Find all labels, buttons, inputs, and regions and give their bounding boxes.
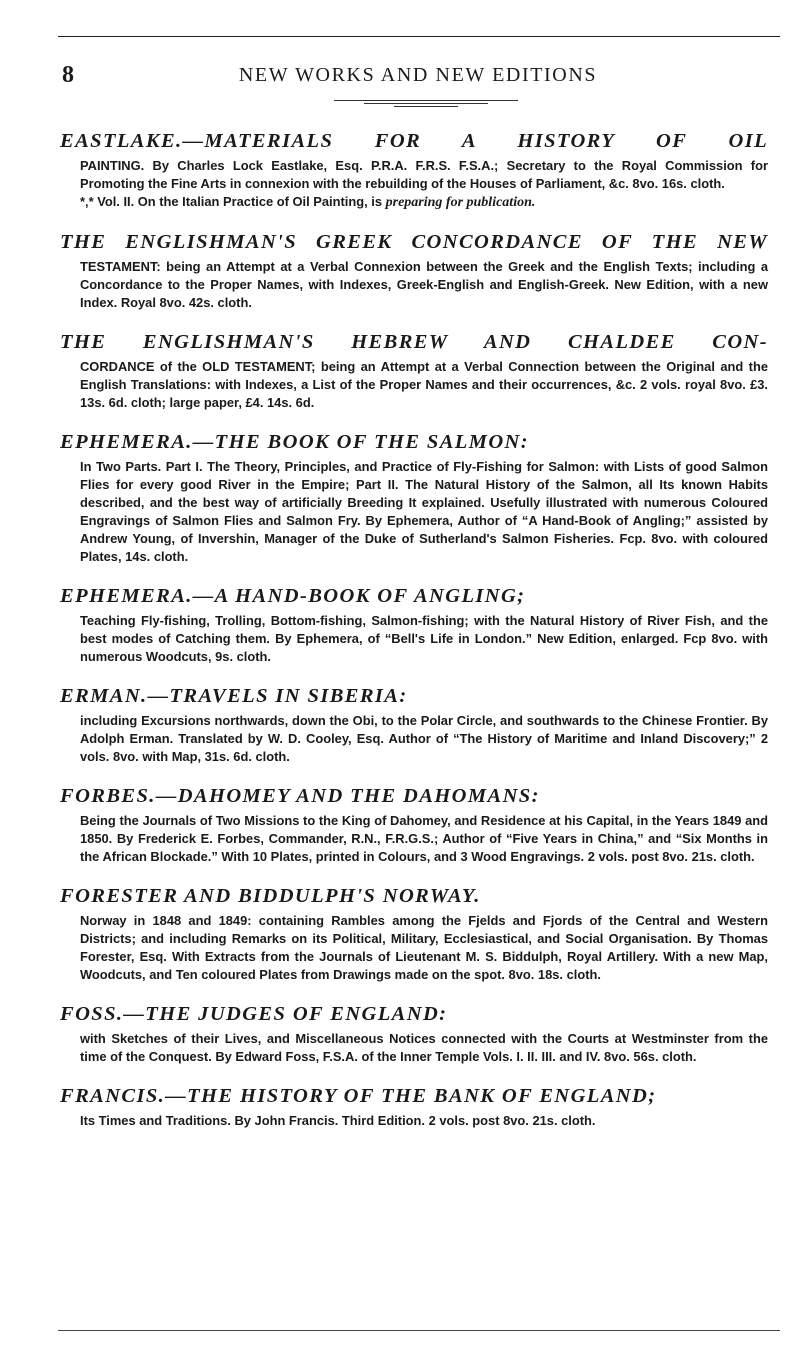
entry-body: Teaching Fly-fishing, Trolling, Bottom-fishing, Salmon-fishing; with the Natural History of River Fish, and the best modes of Catching them. By Ephemera, of “Bell's Life in London.” New Edition, enlarged. Fcp 8vo. with numerous Woodcuts, 9s. cloth.	[80, 613, 768, 664]
catalogue-entry	[62, 583, 768, 666]
catalogue-entry	[62, 128, 768, 212]
note-italic: preparing for publication.	[385, 195, 536, 210]
page-number: 8	[62, 62, 74, 88]
entry-title: ERMAN.—TRAVELS IN SIBERIA:	[60, 685, 408, 707]
catalogue-entries	[62, 128, 768, 1147]
catalogue-entry	[62, 429, 768, 566]
entry-title: FORBES.—DAHOMEY AND THE DAHOMANS:	[60, 785, 540, 807]
entry-body: Being the Journals of Two Missions to the King of Dahomey, and Residence at his Capital, in the Years 1849 and 1850. By Frederick E. Forbes, Commander, R.N., F.R.G.S.; Author of “Five Years in China,” and “Six Months in the African Blockade.” With 10 Plates, printed in Colours, and 3 Wood Engravings. 2 vols. post 8vo. 21s. cloth.	[80, 813, 768, 864]
entry-body: Its Times and Traditions. By John Francis. Third Edition. 2 vols. post 8vo. 21s. cloth.	[80, 1113, 596, 1128]
page-header	[62, 62, 774, 92]
entry-title: EPHEMERA.—A HAND-BOOK OF ANGLING;	[60, 585, 526, 607]
entry-body: TESTAMENT: being an Attempt at a Verbal Connexion between the Greek and the English Texts; including a Concordance to the Proper Names, with Indexes, Greek-English and English-Greek. New Edition, with a new Index. Royal 8vo. 42s. cloth.	[80, 259, 768, 310]
catalogue-entry	[62, 683, 768, 766]
catalogue-entry	[62, 329, 768, 412]
catalogue-entry	[62, 1083, 768, 1130]
entry-body: In Two Parts. Part I. The Theory, Principles, and Practice of Fly-Fishing for Salmon: with Lists of good Salmon Flies for every good River in the Empire; Part II. The Natural History of the Salmon, all Its known Habits described, and the best way of artificially Breeding It explained. Usefully illustrated with numerous Coloured Engravings of Salmon Flies and Salmon Fry. By Ephemera, Author of “A Hand-Book of Angling;” assisted by Andrew Young, of Invershin, Manager of the Duke of Sutherland's Salmon Fisheries. Fcp. 8vo. with coloured Plates, 14s. cloth.	[80, 459, 768, 564]
entry-body: including Excursions northwards, down the Obi, to the Polar Circle, and southwards to the Chinese Frontier. By Adolph Erman. Translated by W. D. Cooley, Esq. Author of “The History of Maritime and Inland Discovery;” 2 vols. 8vo. with Map, 31s. 6d. cloth.	[80, 713, 768, 764]
catalogue-entry	[62, 229, 768, 312]
entry-title: EASTLAKE.—MATERIALS FOR A HISTORY OF OIL	[60, 130, 768, 152]
bottom-rule	[58, 1330, 780, 1331]
entry-body: with Sketches of their Lives, and Miscellaneous Notices connected with the Courts at Westminster from the time of the Conquest. By Edward Foss, F.S.A. of the Inner Temple Vols. I. II. III. and IV. 8vo. 56s. cloth.	[80, 1031, 768, 1064]
header-ornament-rule	[334, 100, 518, 109]
entry-title: FORESTER AND BIDDULPH'S NORWAY.	[60, 885, 481, 907]
entry-title: THE ENGLISHMAN'S HEBREW AND CHALDEE CON-	[60, 331, 768, 353]
entry-title: THE ENGLISHMAN'S GREEK CONCORDANCE OF THE NEW	[60, 231, 768, 253]
top-rule	[58, 36, 780, 37]
catalogue-entry	[62, 1001, 768, 1066]
note-text: *‚* Vol. II. On the Italian Practice of Oil Painting, is	[80, 194, 386, 209]
entry-title: FOSS.—THE JUDGES OF ENGLAND:	[60, 1003, 448, 1025]
running-head: NEW WORKS AND NEW EDITIONS	[238, 64, 598, 86]
entry-title: FRANCIS.—THE HISTORY OF THE BANK OF ENGLAND;	[60, 1085, 657, 1107]
entry-body: PAINTING. By Charles Lock Eastlake, Esq. P.R.A. F.R.S. F.S.A.; Secretary to the Royal Commission for Promoting the Fine Arts in connexion with the rebuilding of the Houses of Parliament, &c. 8vo. 16s. cloth.	[80, 158, 768, 191]
catalogue-entry	[62, 783, 768, 866]
entry-body: Norway in 1848 and 1849: containing Rambles among the Fjelds and Fjords of the Central and Western Districts; and including Remarks on its Political, Military, Ecclesiastical, and Social Organisation. By Thomas Forester, Esq. With Extracts from the Journals of Lieutenant M. S. Biddulph, Royal Artillery. With a new Map, Woodcuts, and Ten coloured Plates from Drawings made on the spot. 8vo. 18s. cloth.	[80, 913, 768, 982]
entry-body: CORDANCE of the OLD TESTAMENT; being an Attempt at a Verbal Connection between the Original and the English Translations: with Indexes, a List of the Proper Names and their occurrences, &c. 2 vols. royal 8vo. £3. 13s. 6d. cloth; large paper, £4. 14s. 6d.	[80, 359, 768, 410]
catalogue-entry	[62, 883, 768, 984]
entry-title: EPHEMERA.—THE BOOK OF THE SALMON:	[60, 431, 529, 453]
entry-note	[80, 193, 768, 212]
